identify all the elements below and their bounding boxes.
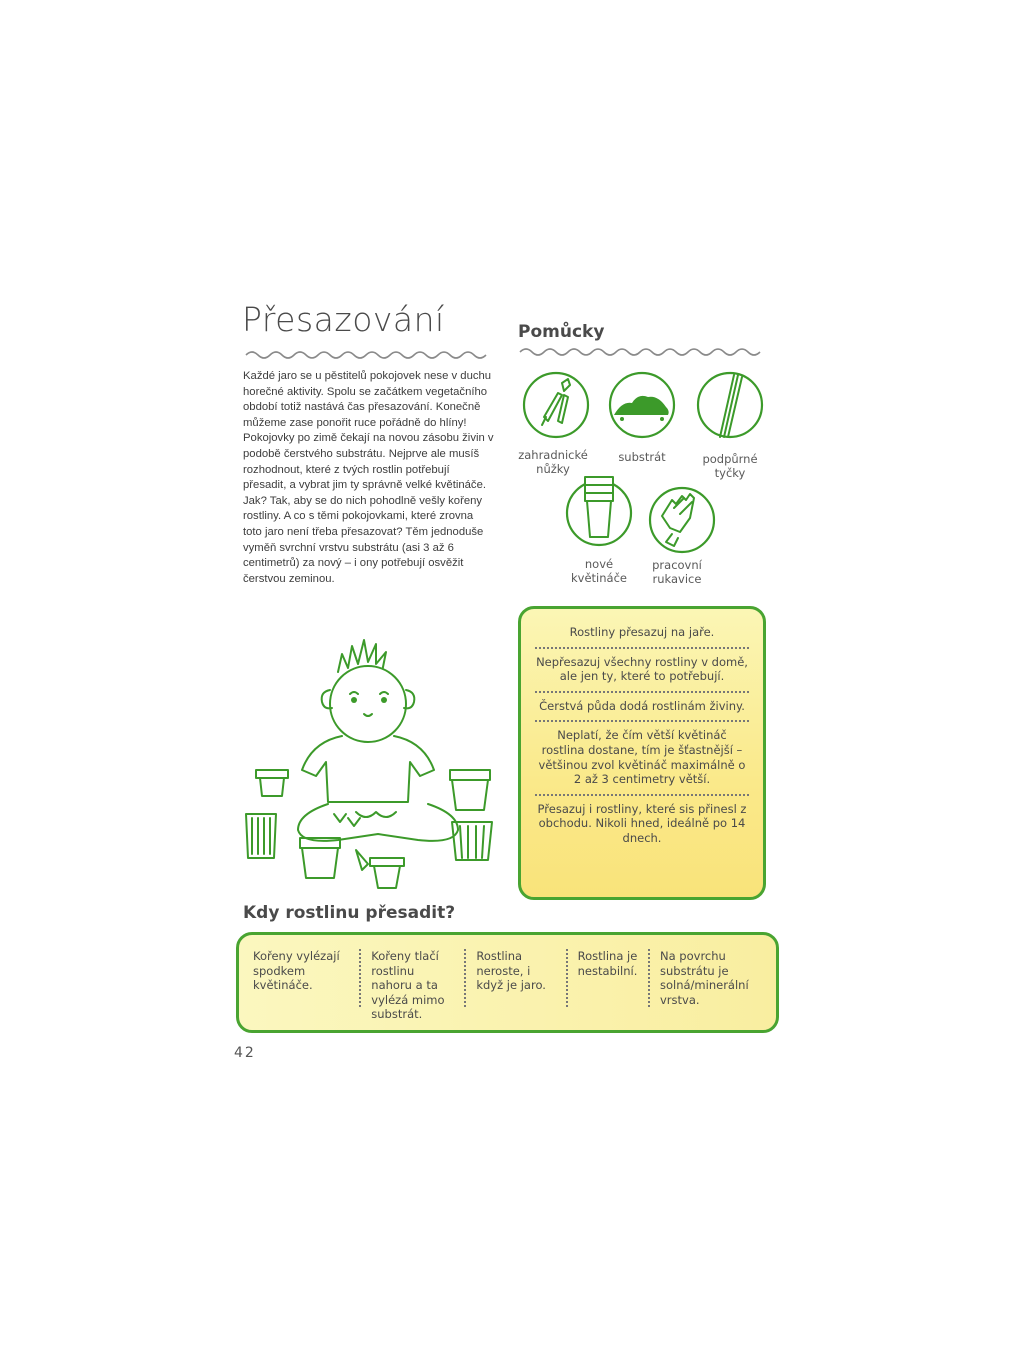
- tools-wavy-divider: [518, 345, 768, 359]
- pruning-shears-icon: [522, 371, 590, 439]
- tip-item: Přesazuj i rostliny, které sis přinesl z obchodu. Nikoli hned, ideálně po 14 dnech.: [537, 801, 747, 845]
- new-pots-icon: [565, 473, 633, 547]
- title-wavy-divider: [244, 348, 494, 362]
- tool-label-pots: nové květináče: [571, 557, 627, 585]
- soil-icon: [608, 371, 676, 439]
- tip-item: Nepřesazuj všechny rostliny v domě, ale jen ty, které to potřebují.: [535, 649, 749, 693]
- tip-item: Rostliny přesazuj na jaře.: [535, 619, 749, 649]
- work-gloves-icon: [648, 486, 716, 554]
- page-title: Přesazování: [242, 300, 445, 339]
- page-number: 42: [234, 1045, 256, 1061]
- tool-label-sticks: podpůrné tyčky: [702, 452, 758, 480]
- when-box: [236, 932, 779, 1033]
- when-item: Rostlina je nestabilní.: [578, 949, 650, 1007]
- when-item: Na povrchu substrátu je solná/minerální vrstva.: [660, 949, 749, 1007]
- tips-box: [518, 606, 766, 900]
- intro-paragraph: Každé jaro se u pěstitelů pokojovek nese v duchu horečné aktivity. Spolu se začátkem vegetačního období totiž nastává čas přesazování. Konečně můžeme zase ponořit ruce pořádně do hlíny! Pokojovky po zimě čekají na novou zásobu živin v podobě čerstvého substrátu. Nejprve ale musíš rozhodnout, které z tvých rostlin potřebují přesadit, a vybrat jim ty správně velké květináče. Jak? Tak, aby se do nich pohodlně vešly kořeny rostliny. A co s těmi pokojovkami, které zrovna toto jaro není třeba přesazovat? Těm jednoduše vyměň svrchní vrstvu substrátu (asi 3 až 6 centimetrů) za nový – i ony potřebují osvěžit čerstvou zeminou.: [243, 370, 494, 585]
- tip-item: Neplatí, že čím větší květináč rostlina dostane, tím je šťastnější – většinou zvol květináč maximálně o 2 až 3 centimetry větší.: [535, 722, 749, 795]
- when-item: Rostlina neroste, i když je jaro.: [476, 949, 567, 1007]
- when-item: Kořeny tlačí rostlinu nahoru a ta vylézá mimo substrát.: [371, 949, 466, 1007]
- tools-heading: Pomůcky: [518, 322, 605, 342]
- when-item: Kořeny vylézají spodkem květináče.: [253, 949, 361, 1007]
- tool-label-soil: substrát: [618, 450, 666, 464]
- tool-label-shears: zahradnické nůžky: [518, 448, 588, 476]
- when-heading: Kdy rostlinu přesadit?: [243, 903, 456, 923]
- support-sticks-icon: [696, 371, 764, 439]
- tip-item: Čerstvá půda dodá rostlinám živiny.: [535, 693, 749, 723]
- tool-label-gloves: pracovní rukavice: [652, 558, 702, 586]
- boy-with-pots-illustration: [238, 632, 500, 894]
